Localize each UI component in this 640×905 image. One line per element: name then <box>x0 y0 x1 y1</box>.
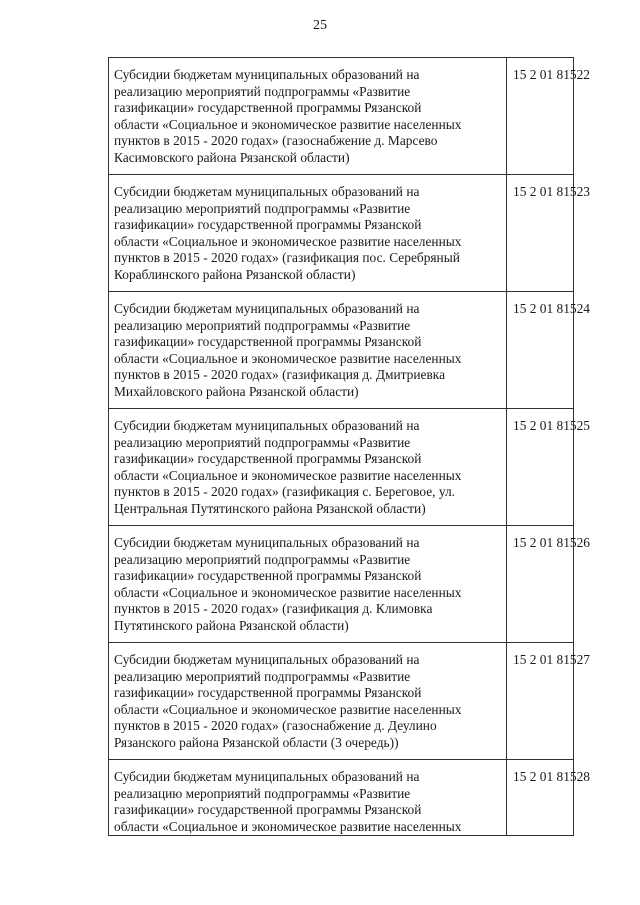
description-line: области «Социальное и экономическое развитие населенных <box>114 467 462 483</box>
table-row <box>109 526 574 643</box>
description-line: газификации» государственной программы Рязанской <box>114 568 422 584</box>
page-number: 25 <box>313 18 327 33</box>
table-row <box>109 175 574 292</box>
description-line: газификации» государственной программы Рязанской <box>114 100 422 116</box>
description-line: Михайловского района Рязанской области) <box>114 383 359 399</box>
description-line: области «Социальное и экономическое развитие населенных <box>114 701 462 717</box>
subsidy-description <box>109 175 507 292</box>
subsidy-description <box>109 526 507 643</box>
subsidy-description <box>109 409 507 526</box>
description-line: Касимовского района Рязанской области) <box>114 149 350 165</box>
subsidy-description <box>109 643 507 760</box>
subsidy-description <box>109 58 507 175</box>
description-line: Субсидии бюджетам муниципальных образований на <box>114 652 420 667</box>
table-row <box>109 58 574 175</box>
description-line: Центральная Путятинского района Рязанской области) <box>114 500 426 516</box>
description-line: реализацию мероприятий подпрограммы «Развитие <box>114 434 411 450</box>
description-line: Рязанского района Рязанской области (3 очередь)) <box>114 734 399 750</box>
description-line: области «Социальное и экономическое развитие населенных <box>114 350 462 366</box>
description-line: пунктов в 2015 - 2020 годах» (газоснабжение д. Деулино <box>114 718 437 734</box>
description-line: Субсидии бюджетам муниципальных образований на <box>114 535 420 550</box>
subsidy-description <box>109 292 507 409</box>
description-line: области «Социальное и экономическое развитие населенных <box>114 584 462 600</box>
description-line: пунктов в 2015 - 2020 годах» (газификация с. Береговое, ул. <box>114 484 456 500</box>
description-line: Кораблинского района Рязанской области) <box>114 266 356 282</box>
description-line: газификации» государственной программы Рязанской <box>114 802 422 818</box>
description-line: области «Социальное и экономическое развитие населенных <box>114 116 462 132</box>
budget-code: 15 2 01 81528 <box>507 760 574 836</box>
table-row <box>109 760 574 836</box>
description-line: пунктов в 2015 - 2020 годах» (газификация д. Климовка <box>114 601 433 617</box>
description-line: газификации» государственной программы Рязанской <box>114 685 422 701</box>
budget-code: 15 2 01 81526 <box>507 526 574 643</box>
table-row <box>109 292 574 409</box>
description-line: пунктов в 2015 - 2020 годах» (газификация пос. Серебряный <box>114 250 460 266</box>
description-line: реализацию мероприятий подпрограммы «Развитие <box>114 200 411 216</box>
table-row <box>109 643 574 760</box>
budget-code: 15 2 01 81525 <box>507 409 574 526</box>
description-line: области «Социальное и экономическое развитие населенных <box>114 818 462 834</box>
description-line: пунктов в 2015 - 2020 годах» (газификация д. Дмитриевка <box>114 367 446 383</box>
description-line: газификации» государственной программы Рязанской <box>114 334 422 350</box>
description-line: реализацию мероприятий подпрограммы «Развитие <box>114 785 411 801</box>
description-line: реализацию мероприятий подпрограммы «Развитие <box>114 83 411 99</box>
description-line: реализацию мероприятий подпрограммы «Развитие <box>114 668 411 684</box>
table-body <box>109 58 590 836</box>
table-row <box>109 409 574 526</box>
description-line: реализацию мероприятий подпрограммы «Развитие <box>114 317 411 333</box>
description-line: области «Социальное и экономическое развитие населенных <box>114 233 462 249</box>
subsidy-description <box>109 760 507 836</box>
description-line: реализацию мероприятий подпрограммы «Развитие <box>114 551 411 567</box>
budget-code: 15 2 01 81524 <box>507 292 574 409</box>
budget-table <box>108 57 590 836</box>
description-line: Путятинского района Рязанской области) <box>114 617 349 633</box>
description-line: Субсидии бюджетам муниципальных образований на <box>114 769 420 784</box>
description-line: Субсидии бюджетам муниципальных образований на <box>114 67 420 82</box>
description-line: Субсидии бюджетам муниципальных образований на <box>114 184 420 199</box>
description-line: Субсидии бюджетам муниципальных образований на <box>114 418 420 433</box>
budget-code: 15 2 01 81522 <box>507 58 574 175</box>
budget-code: 15 2 01 81527 <box>507 643 574 760</box>
description-line: пунктов в 2015 - 2020 годах» (газоснабжение д. Марсево <box>114 133 438 149</box>
description-line: газификации» государственной программы Рязанской <box>114 217 422 233</box>
budget-code: 15 2 01 81523 <box>507 175 574 292</box>
description-line: Субсидии бюджетам муниципальных образований на <box>114 301 420 316</box>
description-line: газификации» государственной программы Рязанской <box>114 451 422 467</box>
